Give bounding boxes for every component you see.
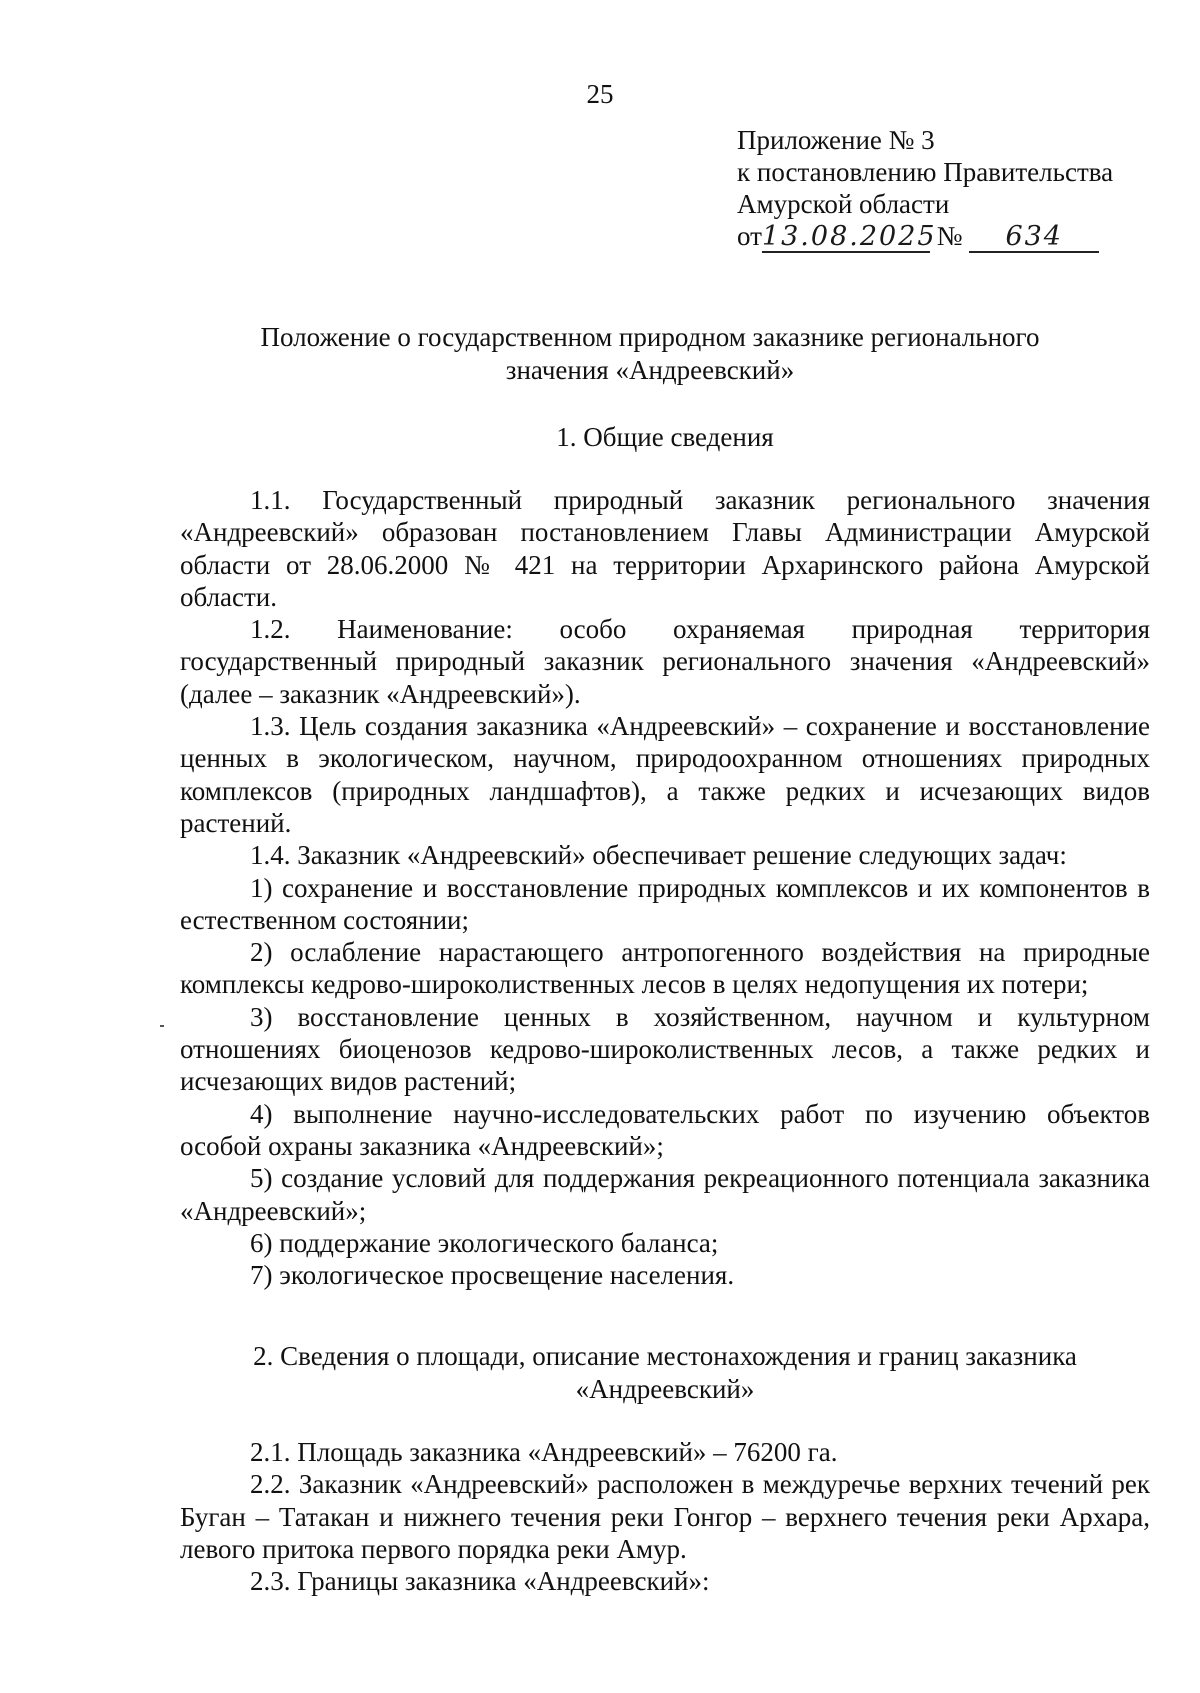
annex-block <box>737 124 1177 260</box>
annex-date-line <box>737 220 1177 260</box>
section-2-heading-line-2: «Андреевский» <box>575 1374 755 1404</box>
scan-speck <box>160 1025 164 1027</box>
paragraph-1-2: 1.2. Наименование: особо охраняемая природная территория государственный природный заказник регионального значения «Андреевский» (далее – заказник «Андреевский»). <box>180 614 1150 709</box>
section-1-heading: 1. Общие сведения <box>556 422 774 452</box>
section-1-body <box>180 484 1150 1291</box>
paragraph-1-3: 1.3. Цель создания заказника «Андреевский» – сохранение и восстановление ценных в экологическом, научном, природоохранном отношениях природных комплексов (природных ландшафтов), а также редких и исчезающих видов растений. <box>180 711 1150 838</box>
task-item-4: 4) выполнение научно-исследовательских работ по изучению объектов особой охраны заказника «Андреевский»; <box>180 1098 1150 1161</box>
task-item-7: 7) экологическое просвещение населения. <box>250 1260 735 1291</box>
paragraph-2-1: 2.1. Площадь заказника «Андреевский» – 76200 га. <box>250 1437 838 1467</box>
number-prefix: № <box>936 221 963 251</box>
task-item-2: 2) ослабление нарастающего антропогенного воздействия на природные комплексы кедрово-широколиственных лесов в целях недопущения их потери; <box>180 937 1150 1000</box>
page-number: 25 <box>586 79 614 109</box>
section-2-heading-line-1: 2. Сведения о площади, описание местонахождения и границ заказника <box>253 1341 1077 1371</box>
annex-title: Приложение № 3 <box>737 125 935 155</box>
document-title-line-2: значения «Андреевский» <box>505 355 795 385</box>
annex-region: Амурской области <box>737 189 950 219</box>
task-item-5: 5) создание условий для поддержания рекреационного потенциала заказника «Андреевский»; <box>180 1163 1150 1226</box>
paragraph-2-3: 2.3. Границы заказника «Андреевский»: <box>250 1566 710 1597</box>
paragraph-2-2: 2.2. Заказник «Андреевский» расположен в междуречье верхних течений рек Буган – Татакан и нижнего течения реки Гонгор – верхнего течения реки Архара, левого притока первого порядка реки Амур. <box>180 1469 1150 1564</box>
annex-reference: к постановлению Правительства <box>737 157 1114 187</box>
task-item-6: 6) поддержание экологического баланса; <box>250 1227 719 1258</box>
date-prefix: от <box>737 221 762 251</box>
paragraph-1-1: 1.1. Государственный природный заказник регионального значения «Андреевский» образован постановлением Главы Администрации Амурской области от 28.06.2000 № 421 на территории Архаринского района Амурской области. <box>180 485 1150 612</box>
handwritten-date: 13.08.2025 <box>761 221 937 252</box>
document-title <box>170 321 1130 387</box>
section-2-heading <box>170 1340 1160 1406</box>
task-item-3: 3) восстановление ценных в хозяйственном, научном и культурном отношениях биоценозов кедрово-широколиственных лесов, а также редких и исчезающих видов растений; <box>180 1001 1150 1097</box>
paragraph-1-4: 1.4. Заказник «Андреевский» обеспечивает решение следующих задач: <box>250 840 1067 871</box>
handwritten-number: 634 <box>969 223 1099 253</box>
section-2-body <box>180 1436 1150 1597</box>
document-title-line-1: Положение о государственном природном заказнике регионального <box>260 322 1040 352</box>
task-item-1: 1) сохранение и восстановление природных комплексов и их компонентов в естественном состоянии; <box>180 872 1150 935</box>
